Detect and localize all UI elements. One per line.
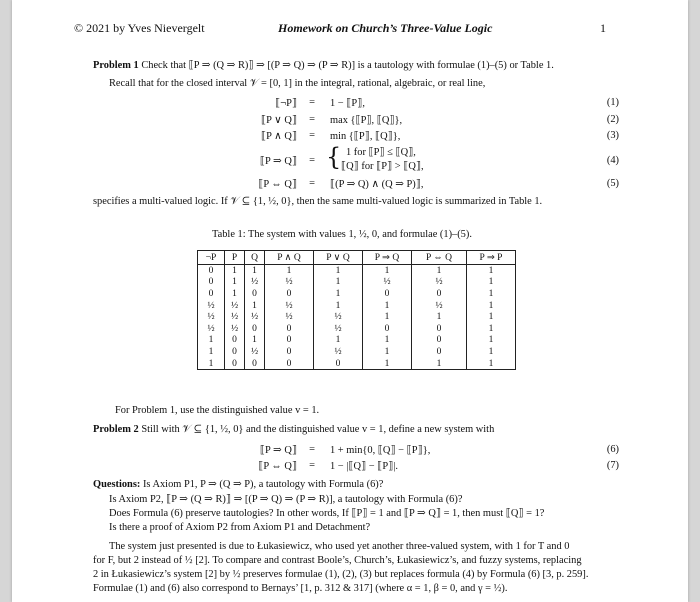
table-cell: 1 [412,358,467,370]
eq7-number: (7) [606,460,619,471]
truth-table [197,250,516,370]
questions-label: Questions: [93,479,141,490]
table-cell: 1 [363,358,412,370]
table-cell: ½ [245,346,265,358]
table-cell: 1 [412,265,467,277]
table-cell: ½ [265,277,314,289]
table-cell: 1 [245,300,265,312]
table-cell: 1 [245,265,265,277]
table-cell: 1 [467,288,516,300]
eq3-rhs: min {⟦P⟧, ⟦Q⟧}, [330,131,401,142]
table-cell: ½ [245,277,265,289]
table-cell: 0 [245,358,265,370]
eq2-rhs: max {⟦P⟧, ⟦Q⟧}, [330,115,403,126]
eq6-number: (6) [606,444,619,455]
table-cell: 1 [265,265,314,277]
left-brace: { [326,143,342,171]
table-cell: ½ [314,311,363,323]
col-header: Q [245,251,265,265]
table-cell: 0 [363,323,412,335]
table-row [198,265,516,277]
eq2-number: (2) [606,114,619,125]
table-cell: 0 [265,288,314,300]
eq4-op: = [309,155,315,166]
eq3-op: = [309,130,315,141]
table-cell: 1 [467,358,516,370]
col-header: P ⇒ Q [363,251,412,265]
table-cell: ½ [363,277,412,289]
problem2-intro: Still with 𝒱 ⊆ {1, ½, 0} and the distinguished value v = 1, define a new system with [141,424,495,435]
table-cell: 1 [467,277,516,289]
copyright-notice: © 2021 by Yves Nievergelt [74,21,205,35]
table-cell: ½ [198,311,225,323]
table-cell: 0 [225,346,245,358]
table-row [198,277,516,289]
table-cell: 0 [363,288,412,300]
col-header: P ⇒ P [467,251,516,265]
eq3-lhs: ⟦P ∧ Q⟧ [261,131,297,142]
problem2-label: Problem 2 [93,424,139,435]
table-cell: ½ [225,311,245,323]
problem1-intro: Check that ⟦P ⇒ (Q ⇒ R)⟧ ⇒ [(P ⇒ Q) ⇒ (P ⇒ R)] is a tautology with formulae (1)–(5) or Table 1. [141,60,554,71]
eq5-rhs: ⟦(P ⇒ Q) ∧ (Q ⇒ P)⟧, [330,179,424,190]
table-cell: 1 [363,346,412,358]
eq7-op: = [309,460,315,471]
table-cell: ½ [412,277,467,289]
eq6-rhs: 1 + min{0, ⟦Q⟧ − ⟦P⟧}, [330,445,431,456]
table-cell: 1 [363,311,412,323]
table-row [198,300,516,312]
col-header: ¬P [198,251,225,265]
table-cell: ½ [198,323,225,335]
question-4: Is there a proof of Axiom P2 from Axiom P1 and Detachment? [109,522,371,533]
table-cell: ½ [198,300,225,312]
eq5-lhs: ⟦P ⇔ Q⟧ [258,179,297,190]
page-number: 1 [600,21,606,35]
eq7-lhs: ⟦P ⇔ Q⟧ [258,461,297,472]
eq2-op: = [309,114,315,125]
eq5-op: = [309,178,315,189]
table-cell: ½ [225,323,245,335]
table-row [198,335,516,347]
col-header: P ∧ Q [265,251,314,265]
question-2: Is Axiom P2, ⟦P ⇒ (Q ⇒ R)⟧ ⇒ [(P ⇒ Q) ⇒ (P ⇒ R)], a tautology with Formula (6)? [109,494,463,505]
table-cell: 0 [412,346,467,358]
table-cell: ½ [265,300,314,312]
problem2-statement [93,424,494,436]
eq4-number: (4) [606,155,619,166]
table-cell: 0 [265,335,314,347]
table-header-row [198,251,516,265]
table-cell: 1 [314,277,363,289]
problem1-recall: Recall that for the closed interval 𝒱 = [0, 1] in the integral, rational, algebraic, or real line, [109,78,486,89]
table-cell: 1 [314,288,363,300]
table-cell: 1 [467,300,516,312]
col-header: P ∨ Q [314,251,363,265]
table-cell: 0 [225,335,245,347]
eq6-lhs: ⟦P ⇒ Q⟧ [259,445,297,456]
eq5-number: (5) [606,178,619,189]
table-row [198,358,516,370]
document-page [12,0,688,602]
table-cell: 0 [198,277,225,289]
table-cell: 0 [412,288,467,300]
table-cell: 0 [198,288,225,300]
table-cell: 1 [363,335,412,347]
table-cell: 1 [198,346,225,358]
table-cell: 1 [467,311,516,323]
page-title: Homework on Church’s Three-Value Logic [278,21,493,35]
problem1-specifies: specifies a multi-valued logic. If 𝒱 ⊆ {1, ½, 0}, then the same multi-valued logic is summarized in Table 1. [93,196,543,207]
table-cell: 0 [412,323,467,335]
eq1-op: = [309,97,315,108]
table-cell: ½ [314,346,363,358]
table-cell: 0 [225,358,245,370]
table-cell: 0 [198,265,225,277]
table-row [198,288,516,300]
table1-caption: Table 1: The system with values 1, ½, 0, and formulae (1)–(5). [212,229,472,240]
table-cell: 1 [363,265,412,277]
eq4-lhs: ⟦P ⇒ Q⟧ [259,156,297,167]
table-cell: ½ [245,311,265,323]
closing-line-3: 2 in Łukasiewicz’s system [2] by ½ preserves formulae (1), (2), (3) but replaces formula (4) by Formula (6) [3, p. 259]. [93,569,589,580]
table-cell: 1 [363,300,412,312]
eq7-rhs: 1 − |⟦Q⟧ − ⟦P⟧|. [330,461,398,472]
eq2-lhs: ⟦P ∨ Q⟧ [261,115,297,126]
eq6-op: = [309,444,315,455]
table-row [198,323,516,335]
col-header: P ⇔ Q [412,251,467,265]
eq1-rhs: 1 − ⟦P⟧, [330,98,365,109]
question-3: Does Formula (6) preserve tautologies? In other words, If ⟦P⟧ = 1 and ⟦P ⇒ Q⟧ = 1, then must ⟦Q⟧ = 1? [109,508,545,519]
table-cell: 0 [245,288,265,300]
eq1-lhs: ⟦¬P⟧ [275,98,297,109]
table-cell: 1 [412,311,467,323]
table-cell: 1 [198,358,225,370]
table-cell: 0 [314,358,363,370]
eq3-number: (3) [606,130,619,141]
table-cell: 1 [314,265,363,277]
table-row [198,346,516,358]
table-cell: 1 [467,335,516,347]
closing-line-4: Formulae (1) and (6) also correspond to Bernays’ [1, p. 312 & 317] (where α = 1, β = 0, and γ = ½). [93,583,508,594]
table-cell: 1 [225,265,245,277]
table-cell: 1 [467,346,516,358]
question-1-text: Is Axiom P1, P ⇒ (Q ⇒ P), a tautology with Formula (6)? [142,479,384,490]
table-cell: ½ [412,300,467,312]
table-cell: ½ [265,311,314,323]
table-cell: 0 [265,358,314,370]
table-cell: 0 [245,323,265,335]
closing-line-1: The system just presented is due to Łukasiewicz, who used yet another three-valued system, with 1 for T and 0 [109,541,570,552]
problem1-statement [93,60,554,72]
table-cell: 0 [412,335,467,347]
table-cell: 1 [314,300,363,312]
table-cell: 1 [225,277,245,289]
question-1 [93,479,383,491]
eq4-case2: ⟦Q⟧ for ⟦P⟧ > ⟦Q⟧, [341,161,424,172]
table-cell: 1 [467,265,516,277]
table-cell: 0 [265,323,314,335]
table-cell: 1 [198,335,225,347]
table-row [198,311,516,323]
table-cell: ½ [314,323,363,335]
eq1-number: (1) [606,97,619,108]
table-cell: 1 [314,335,363,347]
col-header: P [225,251,245,265]
closing-line-2: for F, but 2 instead of ½ [2]. To compare and contrast Boole’s, Church’s, Łukasiewicz’s, and fuzzy systems, replacing [93,555,582,566]
distinguished-value-note: For Problem 1, use the distinguished value v = 1. [115,405,320,416]
eq4-case1: 1 for ⟦P⟧ ≤ ⟦Q⟧, [346,147,416,158]
table-cell: 0 [265,346,314,358]
table-cell: 1 [225,288,245,300]
table-cell: 1 [467,323,516,335]
table-cell: ½ [225,300,245,312]
table-cell: 1 [245,335,265,347]
problem1-label: Problem 1 [93,60,139,71]
